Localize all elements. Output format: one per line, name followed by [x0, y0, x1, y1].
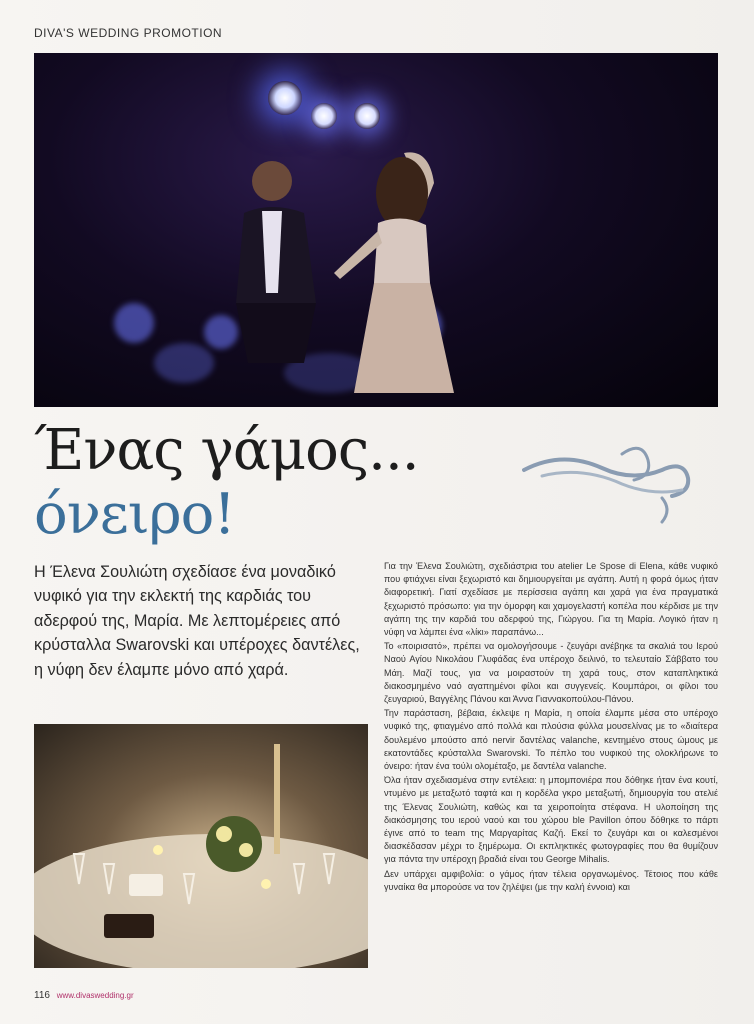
article-body — [384, 560, 718, 980]
article-title-line2: όνειρο! — [34, 482, 235, 547]
website-link[interactable]: www.divaswedding.gr — [56, 991, 134, 1000]
hero-photo-dancing-couple — [34, 53, 718, 407]
body-paragraph: Για την Έλενα Σουλιώτη, σχεδιάστρια του atelier Le Spose di Elena, κάθε νυφικό που φτιάχνει είναι ξεχωριστό και δημιουργείται με αγάπη. Αυτή η φορά όμως ήταν διαφορετική. Γιατί σχεδίασε με περίσσεια αγάπη και χαρά για ένα πραγματικά ξεχωριστό πρόσωπο: για την όμορφη και χαμογελαστή κοπέλα που κέρδισε με την αγάπη της την καρδιά του αδερφού της, Γιώργου. Για τη Μαρία. Λογικό ήταν η νύφη να λάμπει ένα «λίκι» παραπάνω... — [384, 561, 718, 638]
section-header: DIVA'S WEDDING PROMOTION — [34, 26, 223, 40]
stage-light — [268, 81, 302, 115]
stage-light — [354, 103, 380, 129]
body-paragraph: Το «ποιρισατό», πρέπει να ομολογήσουμε - ζευγάρι ανέβηκε τα σκαλιά του Ιερού Ναού Αγίου Νικολάου Γλυφάδας ένα υπέροχο δειλινό, το τελευταίο Σάββατο του Μάη. Μαζί τους, για να μοιραστούν τη χαρά τους, στον καταπληκτικά διακοσμημένο ναό αγαπημένοι φίλοι και συγγενείς. Κουμπάροι, οι φίλοι του ζευγαριού, Βαγγέλης Πάνου και Άννα Γιαννακοπούλου-Πάνου. — [384, 641, 718, 705]
decorative-flourish-icon — [522, 440, 697, 530]
lead-paragraph: Η Έλενα Σουλιώτη σχεδίασε ένα μοναδικό νυφικό για την εκλεκτή της καρδιάς του αδερφού της, Μαρία. Με λεπτομέρειες από κρύσταλλα Swarovski και υπέροχες δαντέλες, η νύφη δεν έλαμπε μόνο από χαρά. — [34, 563, 360, 679]
page-footer — [34, 990, 134, 1001]
article-lead — [34, 560, 368, 682]
body-paragraph: Δεν υπάρχει αμφιβολία: ο γάμος ήταν τέλεια οργανωμένος. Τέτοιος που κάθε γυναίκα θα μπορούσε να τον ζηλέψει (με την καλή έννοια) και — [384, 868, 718, 892]
bokeh-light — [154, 343, 214, 383]
article-title-line1: Ένας γάμος... — [34, 418, 419, 483]
page-number: 116 — [34, 990, 50, 1001]
reception-table-photo — [34, 724, 368, 968]
bride-silhouette — [334, 143, 464, 393]
groom-silhouette — [224, 153, 344, 363]
table-setting-illustration — [34, 724, 368, 968]
body-paragraph: Όλα ήταν σχεδιασμένα στην εντέλεια: η μπομπονιέρα που δόθηκε ήταν ένα κουτί, ντυμένο με μεταξωτό ταφτά και η κορδέλα γκρο μεταξωτή, δημιουργία του ατελιέ της Έλενας Σουλιώτη, καθώς και τα χειροποίητα στέφανα. Η υλοποίηση της διακόσμησης του ιερού ναού και του χώρου ble Pavillon όπου δόθηκε το πάρτι έγινε από το team της Μαργαρίτας Καζή. Εκεί το ζευγάρι και οι καλεσμένοι διασκέδασαν μέχρι το ξημέρωμα. Οι εκπληκτικές φωτογραφίες που θα θυμίζουν για πάντα την υπέροχη βραδιά είναι του George Mihalis. — [384, 775, 718, 865]
body-paragraph: Την παράσταση, βέβαια, έκλεψε η Μαρία, η οποία έλαμπε μέσα στο υπέροχο νυφικό της, φτιαγμένο από πολλά και πλούσια φύλλα μουσελίνας με το «διαίτερα δουλεμένο μπούστο από nervir δαντέλας valanche, κεντημένο στους ώμους με εκατοντάδες κρύσταλλα Swarovski. Το πέπλο του νυφικού της ολοκλήρωνε το όνειρο: ήταν ένα τούλι ολομέταξο, με δαντέλα valanche. — [384, 708, 718, 772]
bokeh-light — [114, 303, 154, 343]
stage-light — [311, 103, 337, 129]
